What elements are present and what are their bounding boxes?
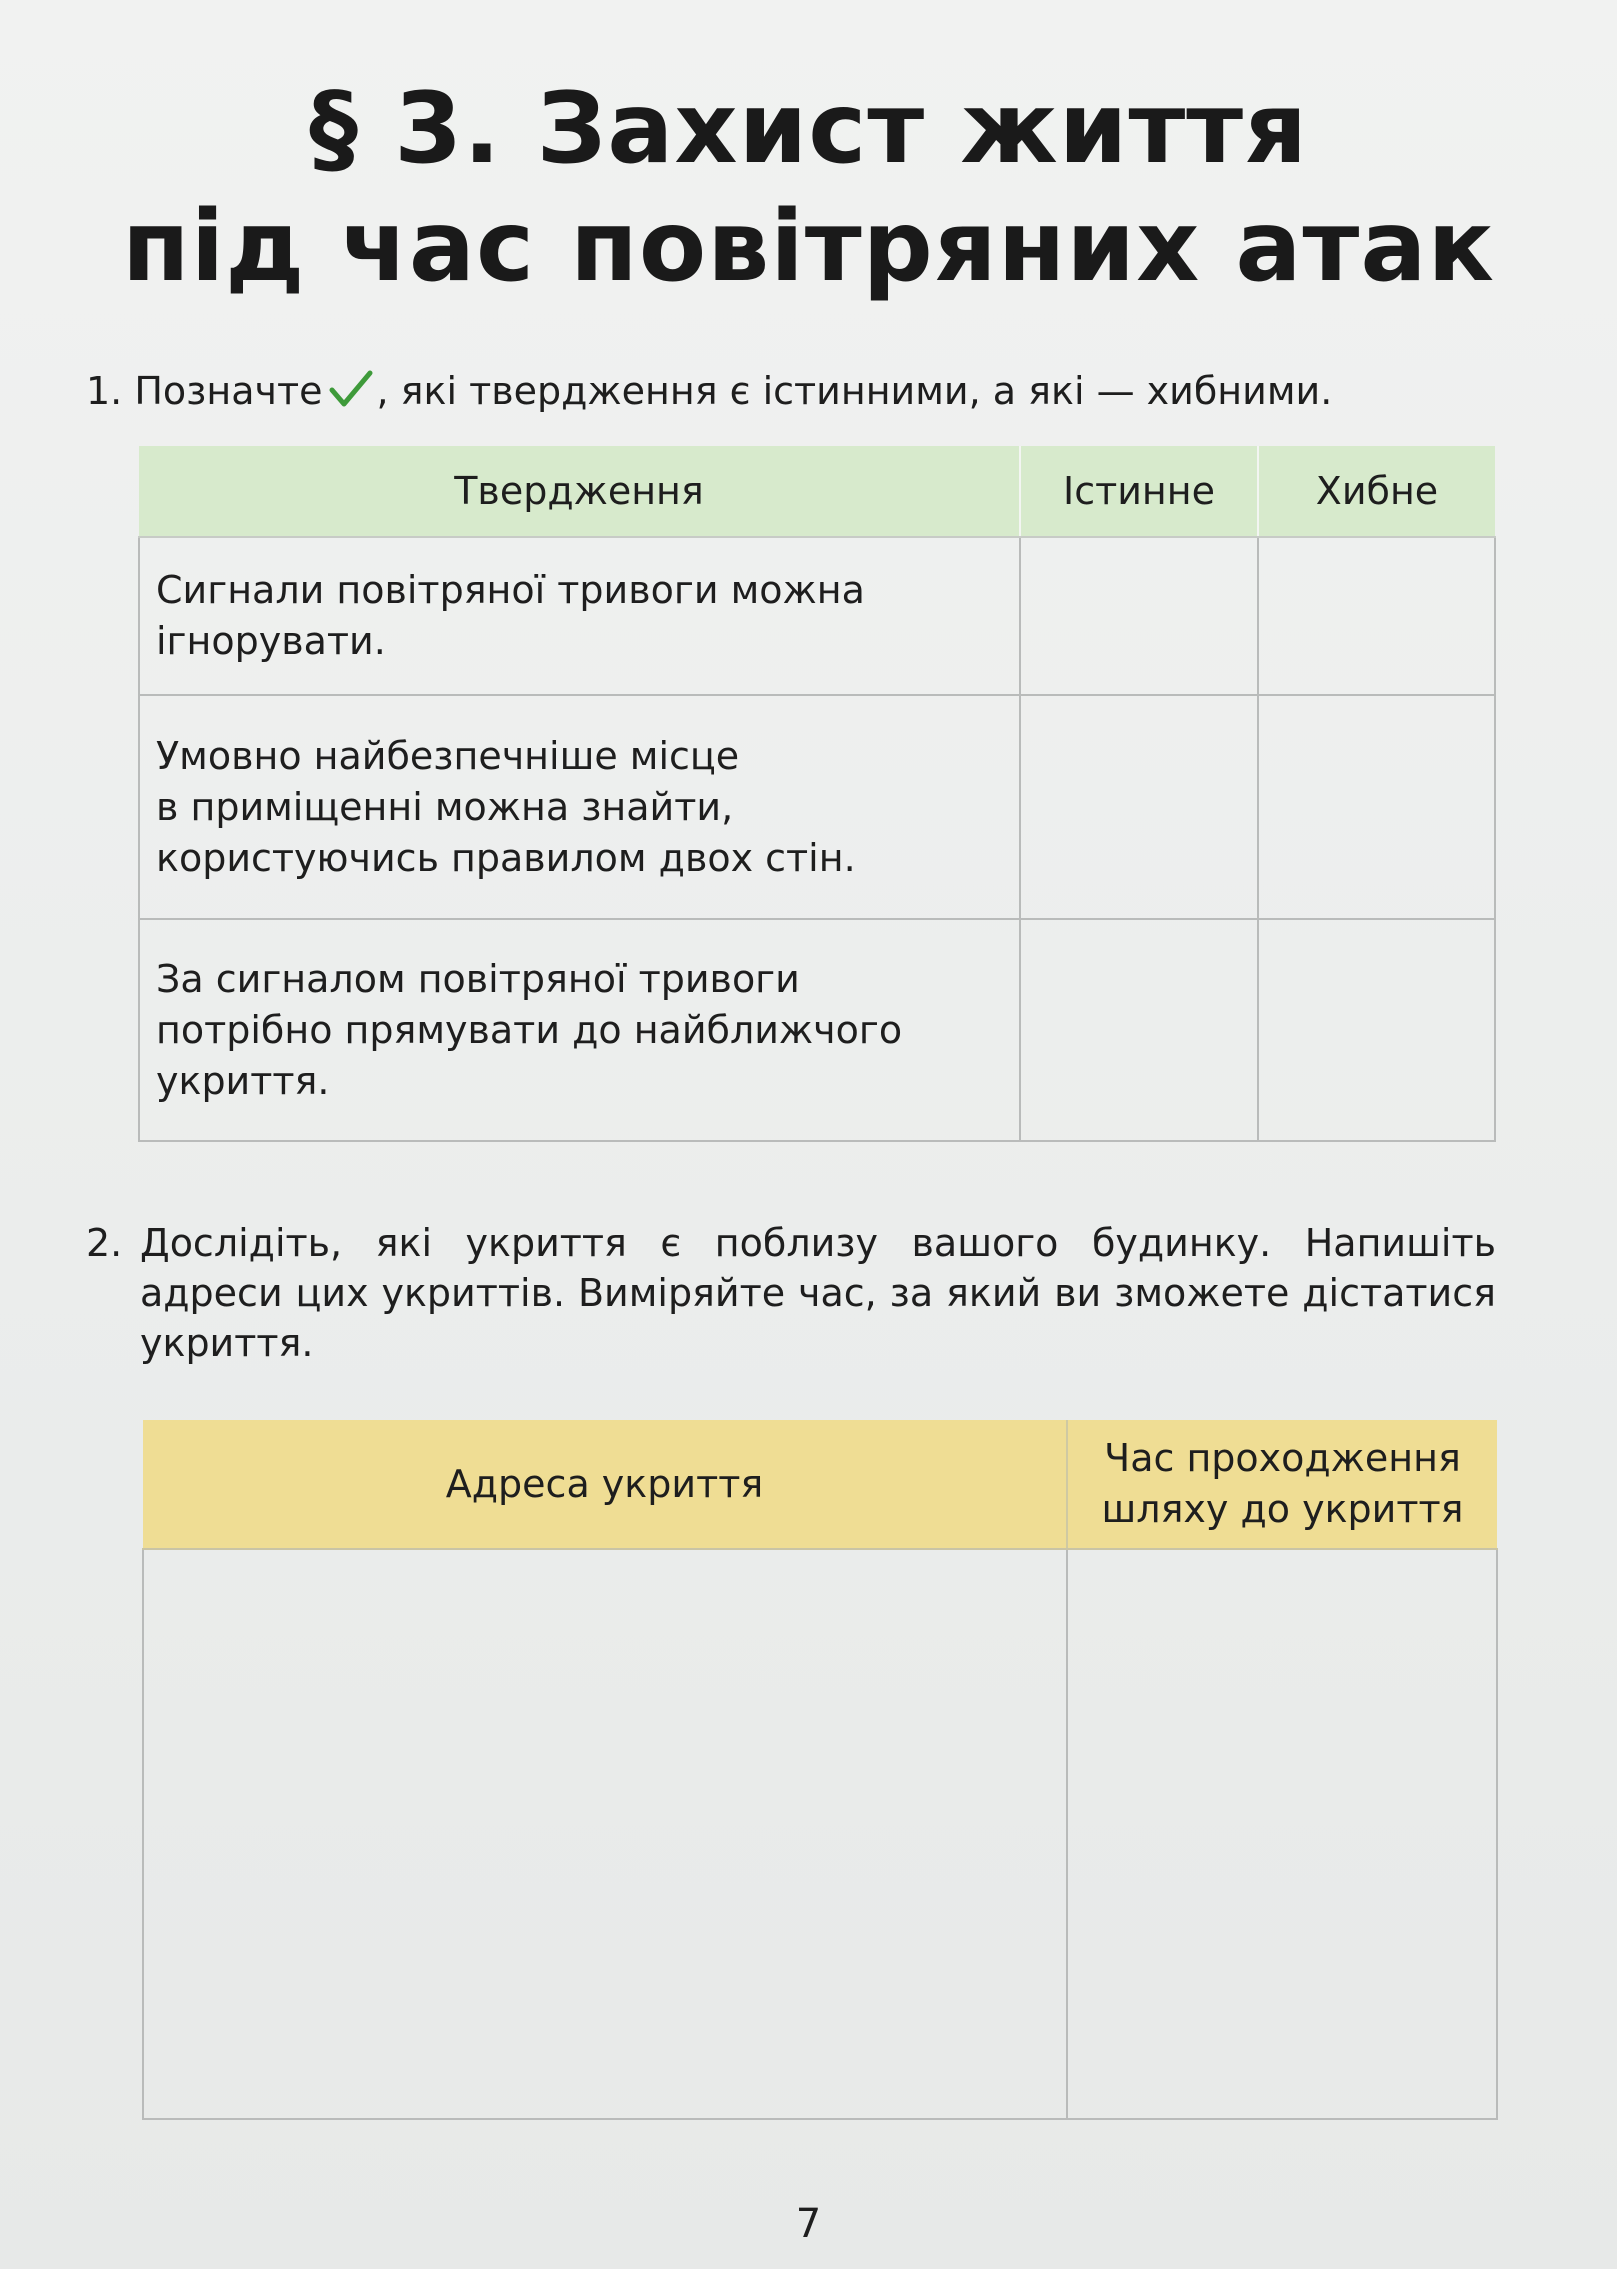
false-answer-cell[interactable] [1258, 537, 1495, 695]
shelter-address-answer-cell[interactable] [143, 1549, 1067, 2119]
page-title [0, 70, 1617, 306]
task-2-number: 2. [86, 1221, 123, 1265]
table-row [139, 537, 1495, 695]
header-travel-time: Час проходження шляху до укриття [1067, 1420, 1497, 1549]
page-number: 7 [795, 2201, 822, 2247]
header-shelter-address: Адреса укриття [143, 1420, 1067, 1549]
travel-time-answer-cell[interactable] [1067, 1549, 1497, 2119]
header-statement: Твердження [139, 446, 1020, 537]
false-answer-cell[interactable] [1258, 695, 1495, 919]
table-row [139, 919, 1495, 1141]
true-answer-cell[interactable] [1020, 919, 1258, 1141]
statements-table [138, 446, 1496, 1142]
table-row [143, 1549, 1497, 2119]
task-2-text: Дослідіть, які укриття є поблизу вашого будинку. Напишіть адреси цих укриттів. Виміряйте час, за який ви зможете дістатися укриття. [140, 1221, 1496, 1365]
task-1-text-before: Позначте [134, 369, 323, 413]
task-1-text-after: , які твердження є істинними, а які — хибними. [376, 369, 1333, 413]
checkmark-icon [329, 370, 373, 410]
title-line-2: під час повітряних атак [122, 190, 1495, 304]
task-2-instruction [86, 1218, 1496, 1368]
statement-cell: Умовно найбезпечніше місце в приміщенні можна знайти, користуючись правилом двох стін. [139, 695, 1020, 919]
statement-cell: За сигналом повітряної тривоги потрібно прямувати до найближчого укриття. [139, 919, 1020, 1141]
header-true: Істинне [1020, 446, 1258, 537]
statement-cell: Сигнали повітряної тривоги можна ігнорувати. [139, 537, 1020, 695]
false-answer-cell[interactable] [1258, 919, 1495, 1141]
task-1-instruction [86, 366, 1526, 416]
task-1-number: 1. [86, 369, 123, 413]
true-answer-cell[interactable] [1020, 537, 1258, 695]
table-row [139, 695, 1495, 919]
true-answer-cell[interactable] [1020, 695, 1258, 919]
shelters-table [142, 1420, 1498, 2120]
header-false: Хибне [1258, 446, 1495, 537]
title-line-1: § 3. Захист життя [308, 72, 1308, 186]
